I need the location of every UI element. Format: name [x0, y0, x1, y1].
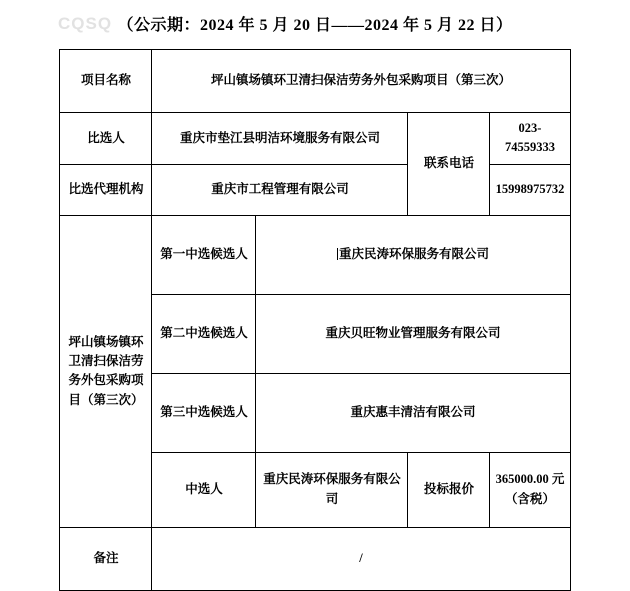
table-row-project-name: [60, 50, 570, 113]
price-value: 365000.00 元（含税）: [490, 452, 570, 527]
note-value: /: [152, 527, 570, 590]
table-row-note: [60, 527, 570, 590]
note-label: 备注: [60, 527, 152, 590]
winner-label: 中选人: [152, 452, 256, 527]
candidate-1-label: 第一中选候选人: [152, 215, 256, 294]
price-label: 投标报价: [408, 452, 490, 527]
table-row-agency: [60, 164, 570, 215]
table-row-candidate-1: [60, 215, 570, 294]
bidder-label: 比选人: [60, 113, 152, 165]
project-side-label: 坪山镇场镇环卫清扫保洁劳务外包采购项目（第三次）: [60, 215, 152, 527]
candidate-2-label: 第二中选候选人: [152, 294, 256, 373]
candidate-1-text: 重庆民涛环保服务有限公司: [338, 247, 489, 262]
page-title: （公示期：2024 年 5 月 20 日——2024 年 5 月 22 日）: [117, 17, 513, 34]
agency-label: 比选代理机构: [60, 164, 152, 215]
bidder-value: 重庆市垫江县明洁环境服务有限公司: [152, 113, 408, 165]
watermark: CQSQ: [58, 14, 113, 33]
agency-value: 重庆市工程管理有限公司: [152, 164, 408, 215]
announcement-table: [59, 49, 570, 591]
candidate-1-value: [256, 215, 570, 294]
text-cursor: [337, 248, 338, 260]
project-name-label: 项目名称: [60, 50, 152, 113]
candidate-3-value: 重庆惠丰清洁有限公司: [256, 373, 570, 452]
bidder-phone: 023-74559333: [490, 113, 570, 165]
candidate-3-label: 第三中选候选人: [152, 373, 256, 452]
agency-phone: 15998975732: [490, 164, 570, 215]
contact-label: 联系电话: [408, 113, 490, 216]
table-row-bidder: [60, 113, 570, 165]
candidate-2-value: 重庆贝旺物业管理服务有限公司: [256, 294, 570, 373]
project-name-value: 坪山镇场镇环卫清扫保洁劳务外包采购项目（第三次）: [152, 50, 570, 113]
winner-value: 重庆民涛环保服务有限公司: [256, 452, 408, 527]
